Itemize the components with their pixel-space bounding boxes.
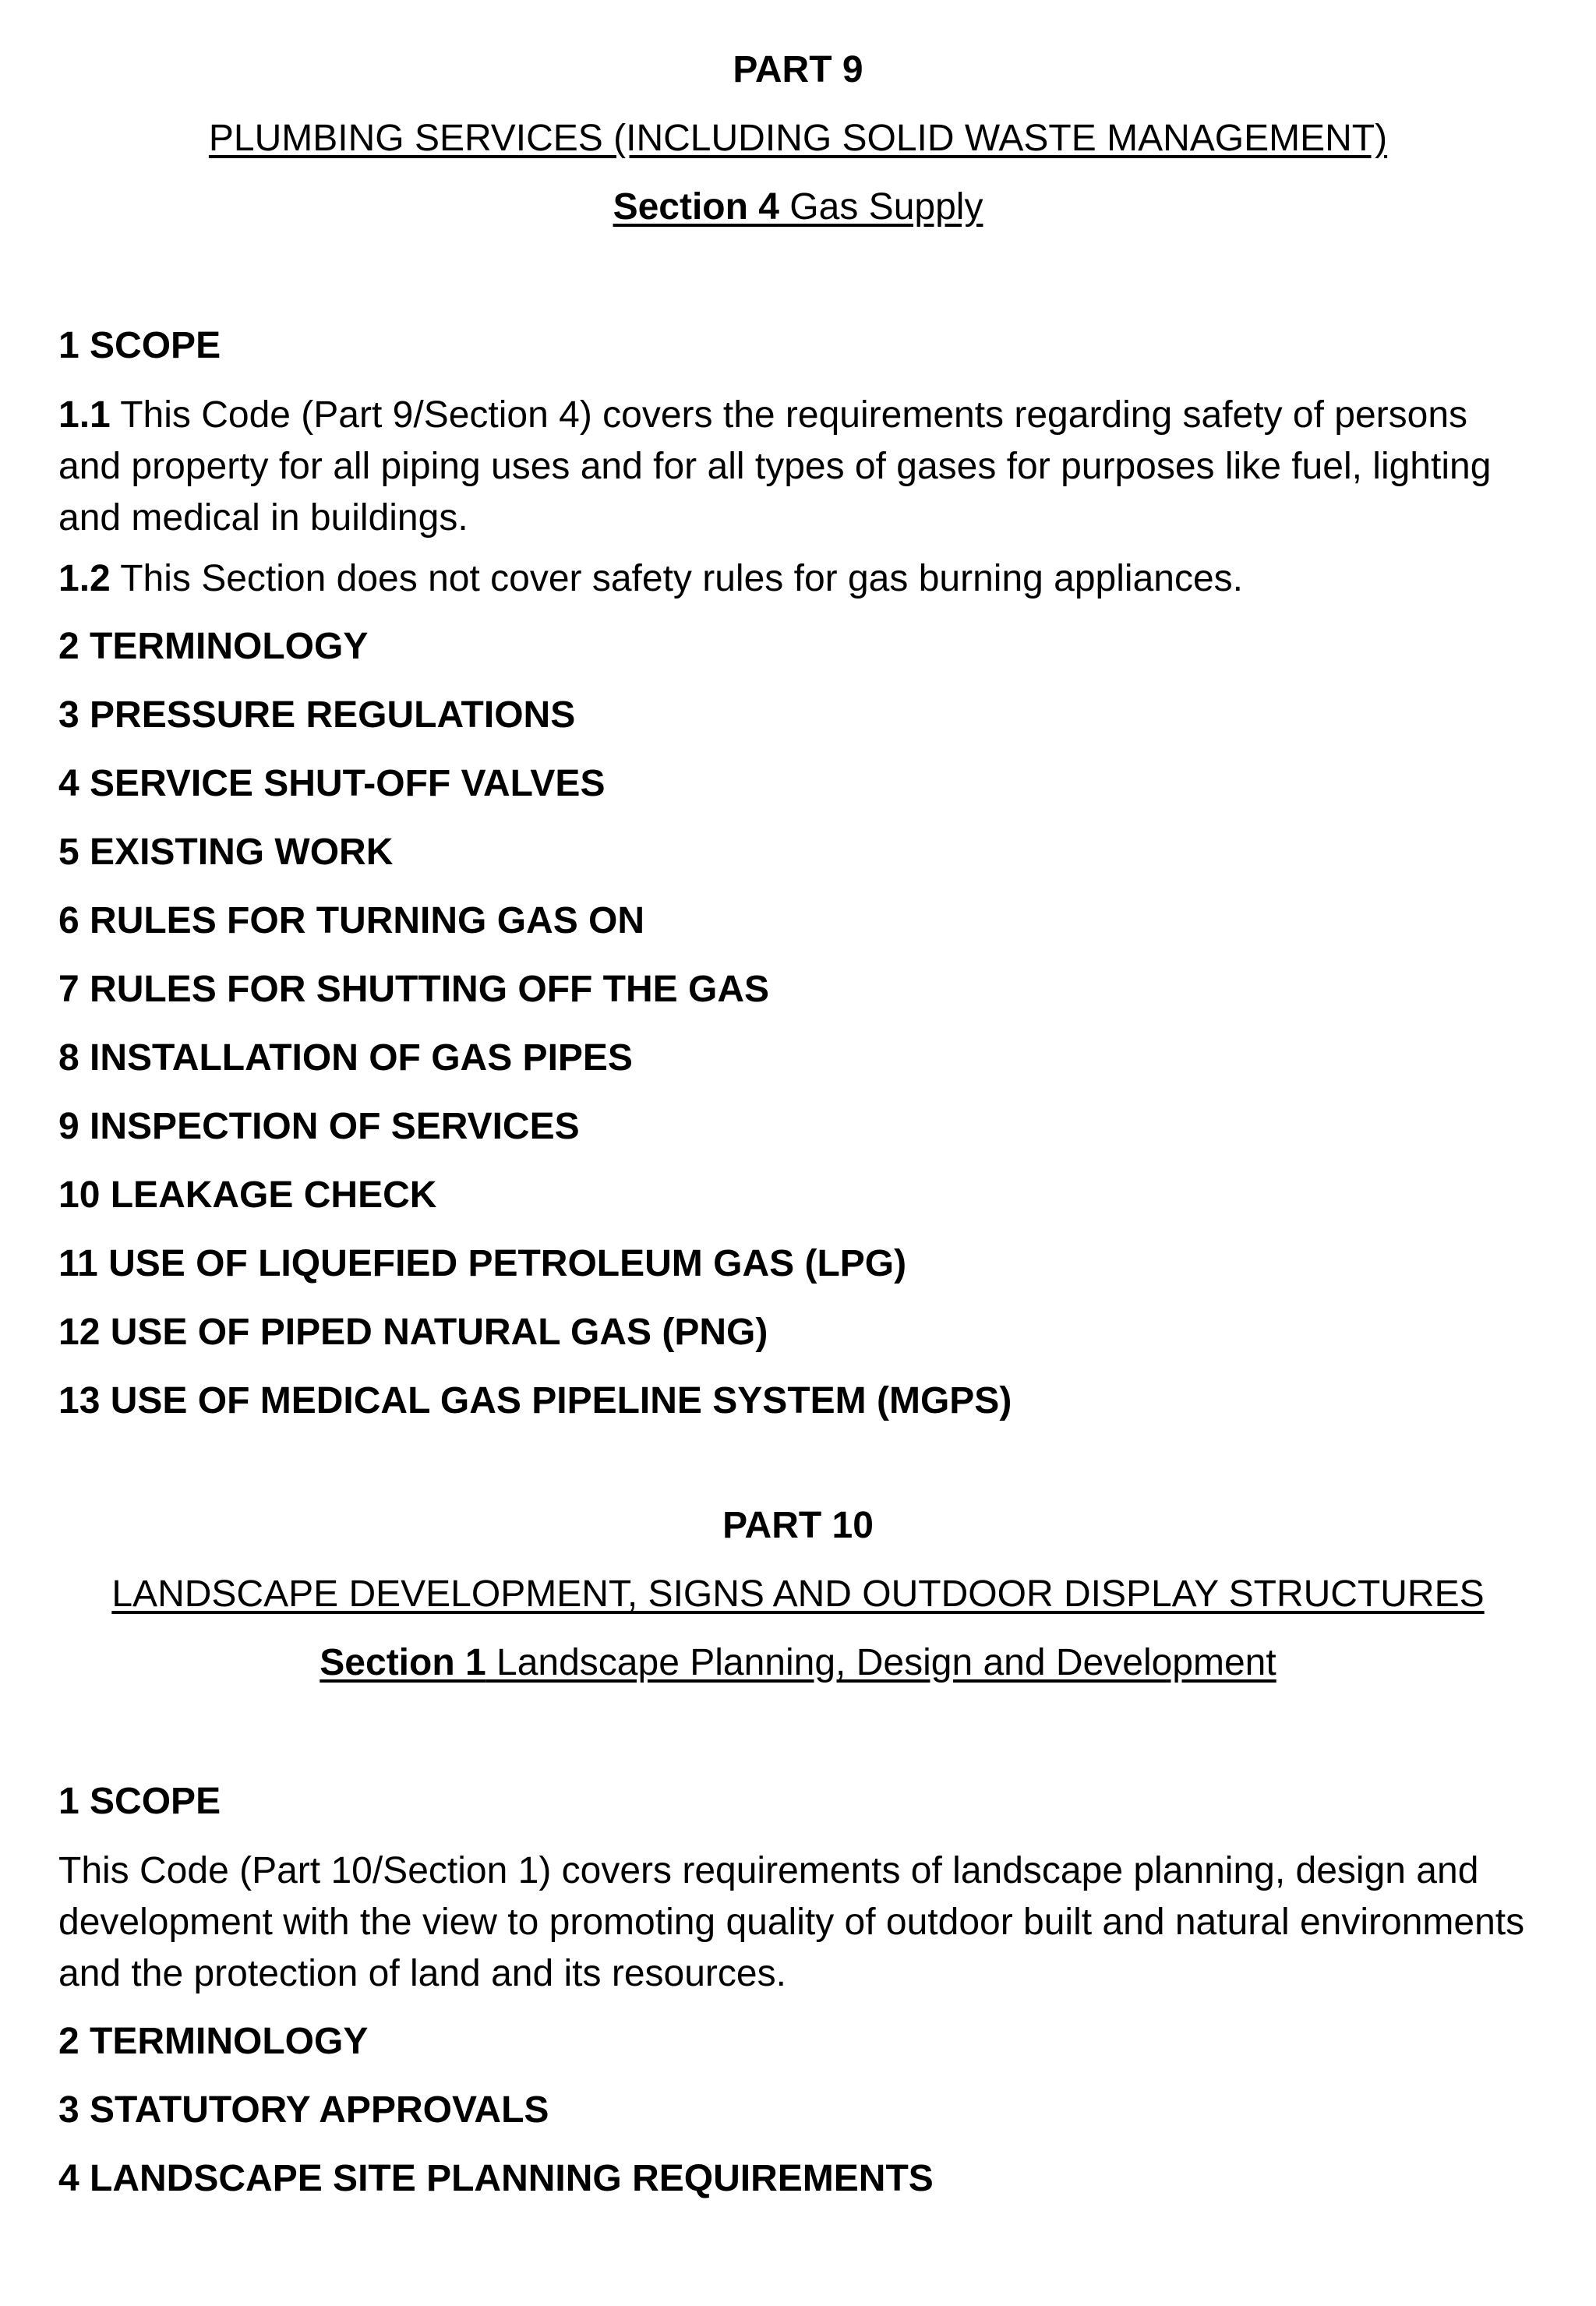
- clause-1-2-text: This Section does not cover safety rules for gas burning appliances.: [110, 558, 1243, 599]
- part-10-block: [58, 1436, 1538, 2213]
- part-9-heading: 6 RULES FOR TURNING GAS ON: [58, 900, 645, 941]
- part-9-heading: 2 TERMINOLOGY: [58, 626, 369, 667]
- spacer: [58, 242, 1538, 312]
- part-9-heading: 3 PRESSURE REGULATIONS: [58, 694, 576, 736]
- clause-1-1: [58, 390, 1538, 544]
- part-10-section-title: [320, 1642, 1276, 1683]
- part-10-title: PART 10: [722, 1505, 874, 1546]
- part-10-subtitle-text: LANDSCAPE DEVELOPMENT, SIGNS AND OUTDOOR DISPLAY STRUCTURES: [111, 1573, 1485, 1615]
- part-10-scope-text: This Code (Part 10/Section 1) covers requirements of landscape planning, design and development with the view to promoting quality of outdoor built and natural environments and the protection of land and its resources.: [58, 1850, 1525, 1994]
- part-9-heading: 4 SERVICE SHUT-OFF VALVES: [58, 763, 606, 804]
- part-9-heading: 9 INSPECTION OF SERVICES: [58, 1106, 580, 1147]
- spacer: [58, 1697, 1538, 1767]
- part-9-block: [58, 0, 1538, 1436]
- part-10-heading: 4 LANDSCAPE SITE PLANNING REQUIREMENTS: [58, 2158, 934, 2199]
- part-10-section-line: [58, 1629, 1538, 1697]
- part-10-subtitle: [58, 1560, 1538, 1629]
- part-10-heading: 3 STATUTORY APPROVALS: [58, 2089, 549, 2131]
- part-9-section-label: Section 4: [613, 186, 779, 228]
- part-10-heading: 2 TERMINOLOGY: [58, 2021, 369, 2062]
- clause-1-2-number: 1.2: [58, 558, 111, 599]
- part-10-section-name: Landscape Planning, Design and Development: [486, 1642, 1276, 1683]
- clause-1-2: [58, 553, 1538, 605]
- part-9-heading: 13 USE OF MEDICAL GAS PIPELINE SYSTEM (MGPS): [58, 1380, 1012, 1421]
- part-9-scope-heading: 1 SCOPE: [58, 325, 221, 366]
- part-10-header: [58, 1492, 1538, 1697]
- part-9-section-name: Gas Supply: [779, 186, 983, 228]
- clause-1-1-text: This Code (Part 9/Section 4) covers the requirements regarding safety of persons and property for all piping uses and for all types of gases for purposes like fuel, lighting and medical in buildings.: [58, 394, 1492, 539]
- part-9-heading: 11 USE OF LIQUEFIED PETROLEUM GAS (LPG): [58, 1243, 907, 1284]
- part-9-heading: 10 LEAKAGE CHECK: [58, 1174, 437, 1216]
- part-9-heading: 12 USE OF PIPED NATURAL GAS (PNG): [58, 1312, 768, 1353]
- part-9-title: PART 9: [733, 49, 863, 90]
- part-9-header: [58, 36, 1538, 242]
- part-9-section-title: [613, 186, 983, 228]
- part-9-heading: 8 INSTALLATION OF GAS PIPES: [58, 1037, 633, 1079]
- part-10-section-label: Section 1: [320, 1642, 486, 1683]
- part-9-heading: 5 EXISTING WORK: [58, 832, 394, 873]
- part-9-section-line: [58, 173, 1538, 242]
- part-10-scope-heading: 1 SCOPE: [58, 1781, 221, 1822]
- part-9-heading: 7 RULES FOR SHUTTING OFF THE GAS: [58, 969, 770, 1010]
- part-9-subtitle: [58, 104, 1538, 173]
- part-9-subtitle-text: PLUMBING SERVICES (INCLUDING SOLID WASTE MANAGEMENT): [208, 118, 1388, 159]
- clause-1-1-number: 1.1: [58, 394, 111, 436]
